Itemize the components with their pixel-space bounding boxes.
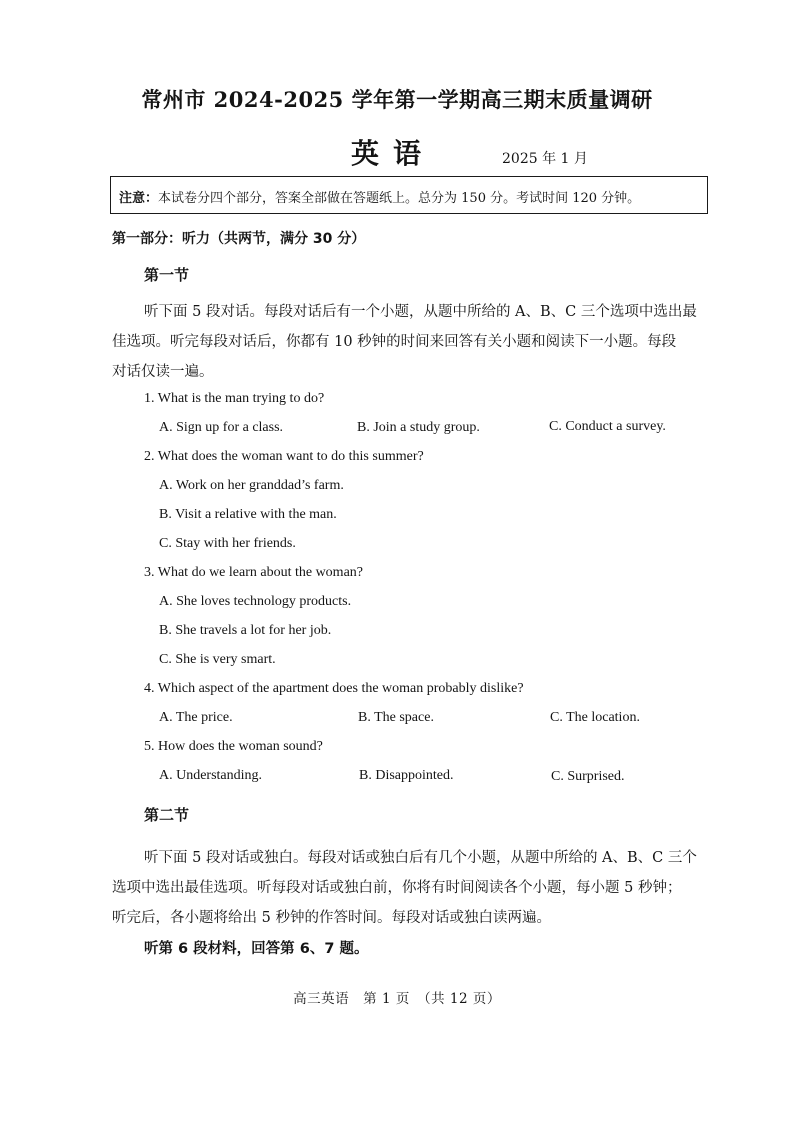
section1-instruction-line: 对话仅读一遍。	[112, 364, 214, 380]
question-1-option-a: A. Sign up for a class.	[159, 420, 284, 435]
question-5-option-b: B. Disappointed.	[359, 768, 454, 783]
question-4-option-b: B. The space.	[358, 710, 434, 725]
question-5-option-c: C. Surprised.	[551, 769, 625, 784]
exam-date: 2025 年 1 月	[502, 151, 588, 167]
question-2-stem: 2. What does the woman want to do this summer?	[144, 449, 424, 464]
question-5-option-a: A. Understanding.	[159, 768, 263, 783]
part1-heading: 第一部分：听力（共两节，满分 30 分）	[112, 231, 366, 247]
section1-heading: 第一节	[144, 266, 190, 284]
notice-line	[119, 187, 640, 206]
section2-instruction-line: 选项中选出最佳选项。听每段对话或独白前，你将有时间阅读各个小题，每小题 5 秒钟；	[112, 880, 682, 896]
question-4-option-a: A. The price.	[159, 710, 233, 725]
question-3-option-c: C. She is very smart.	[159, 652, 276, 667]
question-1-option-b: B. Join a study group.	[357, 420, 480, 435]
section1-instruction-line: 佳选项。听完每段对话后，你都有 10 秒钟的时间来回答有关小题和阅读下一小题。每段	[112, 334, 677, 350]
question-1-option-c: C. Conduct a survey.	[549, 419, 666, 434]
question-3-option-a: A. She loves technology products.	[159, 594, 352, 609]
notice-label: 注意：	[119, 191, 159, 206]
question-5-stem: 5. How does the woman sound?	[144, 739, 323, 754]
question-2-option-b: B. Visit a relative with the man.	[159, 507, 337, 522]
material-note: 听第 6 段材料，回答第 6、7 题。	[144, 941, 369, 957]
notice-text: 本试卷分四个部分，答案全部做在答题纸上。总分为 150 分。考试时间 120 分钟。	[158, 191, 641, 206]
question-2-option-a: A. Work on her granddad’s farm.	[159, 478, 344, 493]
question-2-option-c: C. Stay with her friends.	[159, 536, 296, 551]
question-3-option-b: B. She travels a lot for her job.	[159, 623, 332, 638]
section1-instruction-line: 听下面 5 段对话。每段对话后有一个小题，从题中所给的 A、B、C 三个选项中选出最	[144, 304, 697, 320]
question-1-stem: 1. What is the man trying to do?	[144, 391, 325, 406]
question-3-stem: 3. What do we learn about the woman?	[144, 565, 364, 580]
section2-heading: 第二节	[144, 806, 190, 824]
subject-title: 英语	[351, 137, 436, 170]
notice-box	[110, 176, 708, 214]
exam-title: 常州市 2024-2025 学年第一学期高三期末质量调研	[141, 87, 653, 112]
question-4-option-c: C. The location.	[550, 710, 640, 725]
section2-instruction-line: 听完后，各小题将给出 5 秒钟的作答时间。每段对话或独白读两遍。	[112, 910, 551, 926]
section2-instruction-line: 听下面 5 段对话或独白。每段对话或独白后有几个小题，从题中所给的 A、B、C 三个	[144, 850, 697, 866]
question-4-stem: 4. Which aspect of the apartment does the woman probably dislike?	[144, 681, 524, 696]
page-footer: 高三英语 第 1 页 （共 12 页）	[293, 991, 501, 1007]
